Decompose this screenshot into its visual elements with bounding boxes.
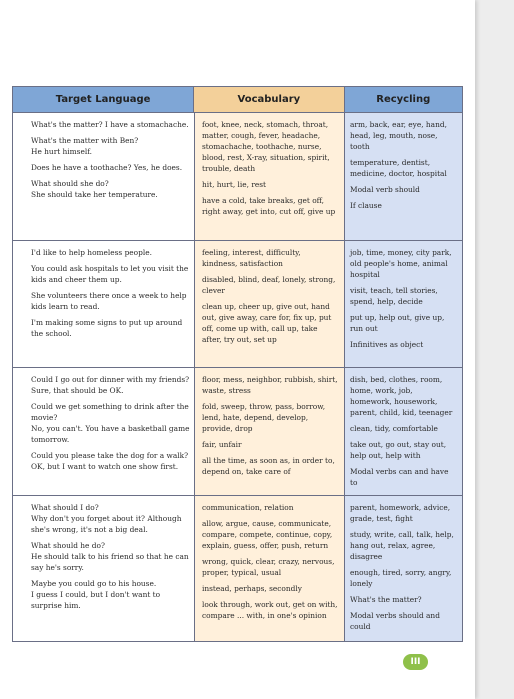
target-item: She volunteers there once a week to help kids learn to read. xyxy=(31,291,187,311)
target-item: What's the matter? I have a stomachache. xyxy=(31,120,189,129)
target-item: Could we get something to drink after the movie? No, you can't. You have a basketball game tomorrow. xyxy=(31,402,190,444)
target-item: What should he do? He should talk to his friend so that he can say he's sorry. xyxy=(31,541,189,572)
table-header xyxy=(13,87,462,113)
vocabulary-cell xyxy=(194,368,344,495)
vocabulary-cell xyxy=(194,241,344,367)
vocabulary-item: wrong, quick, clear, crazy, nervous, proper, typical, usual xyxy=(202,557,335,577)
recycling-item: enough, tired, sorry, angry, lonely xyxy=(350,568,452,588)
vocabulary-item: floor, mess, neighbor, rubbish, shirt, waste, stress xyxy=(202,375,338,395)
recycling-item: Modal verbs can and have to xyxy=(350,467,449,487)
vocabulary-cell xyxy=(194,113,344,240)
recycling-item: Infinitives as object xyxy=(350,340,424,349)
target-item: Could you please take the dog for a walk? OK, but I want to watch one show first. xyxy=(31,451,189,471)
vocabulary-item: clean up, cheer up, give out, hand out, give away, care for, fix up, put off, come up with, call up, take after, try out, set up xyxy=(202,302,332,344)
target-item: Does he have a toothache? Yes, he does. xyxy=(31,163,183,172)
recycling-item: job, time, money, city park, old people's home, animal hospital xyxy=(350,248,452,279)
page-number-badge: III xyxy=(403,654,428,670)
recycling-item: study, write, call, talk, help, hang out, relax, agree, disagree xyxy=(350,530,454,561)
target-cell xyxy=(13,113,194,240)
recycling-item: put up, help out, give up, run out xyxy=(350,313,445,333)
header-vocabulary: Vocabulary xyxy=(193,87,343,112)
target-cell xyxy=(13,496,194,641)
target-item: I'd like to help homeless people. xyxy=(31,248,152,257)
recycling-cell xyxy=(344,113,462,240)
vocabulary-item: fair, unfair xyxy=(202,440,242,449)
vocabulary-item: look through, work out, get on with, compare ... with, in one's opinion xyxy=(202,600,338,620)
recycling-item: visit, teach, tell stories, spend, help, decide xyxy=(350,286,438,306)
recycling-item: dish, bed, clothes, room, home, work, job, homework, housework, parent, child, kid, teenager xyxy=(350,375,453,417)
target-item: Could I go out for dinner with my friends? Sure, that should be OK. xyxy=(31,375,190,395)
vocabulary-cell xyxy=(194,496,344,641)
vocabulary-item: fold, sweep, throw, pass, borrow, lend, hate, depend, develop, provide, drop xyxy=(202,402,326,433)
recycling-item: What's the matter? xyxy=(350,595,422,604)
header-recycling: Recycling xyxy=(344,87,462,112)
recycling-cell xyxy=(344,368,462,495)
table-row xyxy=(13,368,462,496)
target-cell xyxy=(13,241,194,367)
syllabus-table xyxy=(12,86,463,642)
recycling-item: Modal verbs should and could xyxy=(350,611,440,631)
vocabulary-item: instead, perhaps, secondly xyxy=(202,584,302,593)
table-row xyxy=(13,496,462,641)
target-item: What's the matter with Ben? He hurt himself. xyxy=(31,136,139,156)
target-item: I'm making some signs to put up around the school. xyxy=(31,318,183,338)
target-item: What should she do? She should take her temperature. xyxy=(31,179,158,199)
recycling-item: temperature, dentist, medicine, doctor, hospital xyxy=(350,158,447,178)
vocabulary-item: have a cold, take breaks, get off, right away, get into, cut off, give up xyxy=(202,196,336,216)
vocabulary-item: disabled, blind, deaf, lonely, strong, clever xyxy=(202,275,336,295)
header-target-language: Target Language xyxy=(13,87,193,112)
target-item: What should I do? Why don't you forget about it? Although she's wrong, it's not a big deal. xyxy=(31,503,182,534)
vocabulary-item: feeling, interest, difficulty, kindness, satisfaction xyxy=(202,248,301,268)
vocabulary-item: all the time, as soon as, in order to, depend on, take care of xyxy=(202,456,335,476)
recycling-cell xyxy=(344,496,462,641)
vocabulary-item: communication, relation xyxy=(202,503,294,512)
table-row xyxy=(13,241,462,368)
vocabulary-item: hit, hurt, lie, rest xyxy=(202,180,266,189)
recycling-item: If clause xyxy=(350,201,382,210)
target-cell xyxy=(13,368,194,495)
recycling-item: clean, tidy, comfortable xyxy=(350,424,438,433)
recycling-item: arm, back, ear, eye, hand, head, leg, mouth, nose, tooth xyxy=(350,120,447,151)
table-row xyxy=(13,113,462,241)
recycling-item: parent, homework, advice, grade, test, fight xyxy=(350,503,451,523)
target-item: You could ask hospitals to let you visit the kids and cheer them up. xyxy=(31,264,189,284)
recycling-cell xyxy=(344,241,462,367)
target-item: Maybe you could go to his house. I guess I could, but I don't want to surprise him. xyxy=(31,579,161,610)
vocabulary-item: foot, knee, neck, stomach, throat, matter, cough, fever, headache, stomachache, toothache, nurse, blood, rest, X-ray, situation, spirit, trouble, death xyxy=(202,120,330,173)
vocabulary-item: allow, argue, cause, communicate, compare, compete, continue, copy, explain, guess, offer, push, return xyxy=(202,519,333,550)
recycling-item: Modal verb should xyxy=(350,185,420,194)
recycling-item: take out, go out, stay out, help out, help with xyxy=(350,440,447,460)
